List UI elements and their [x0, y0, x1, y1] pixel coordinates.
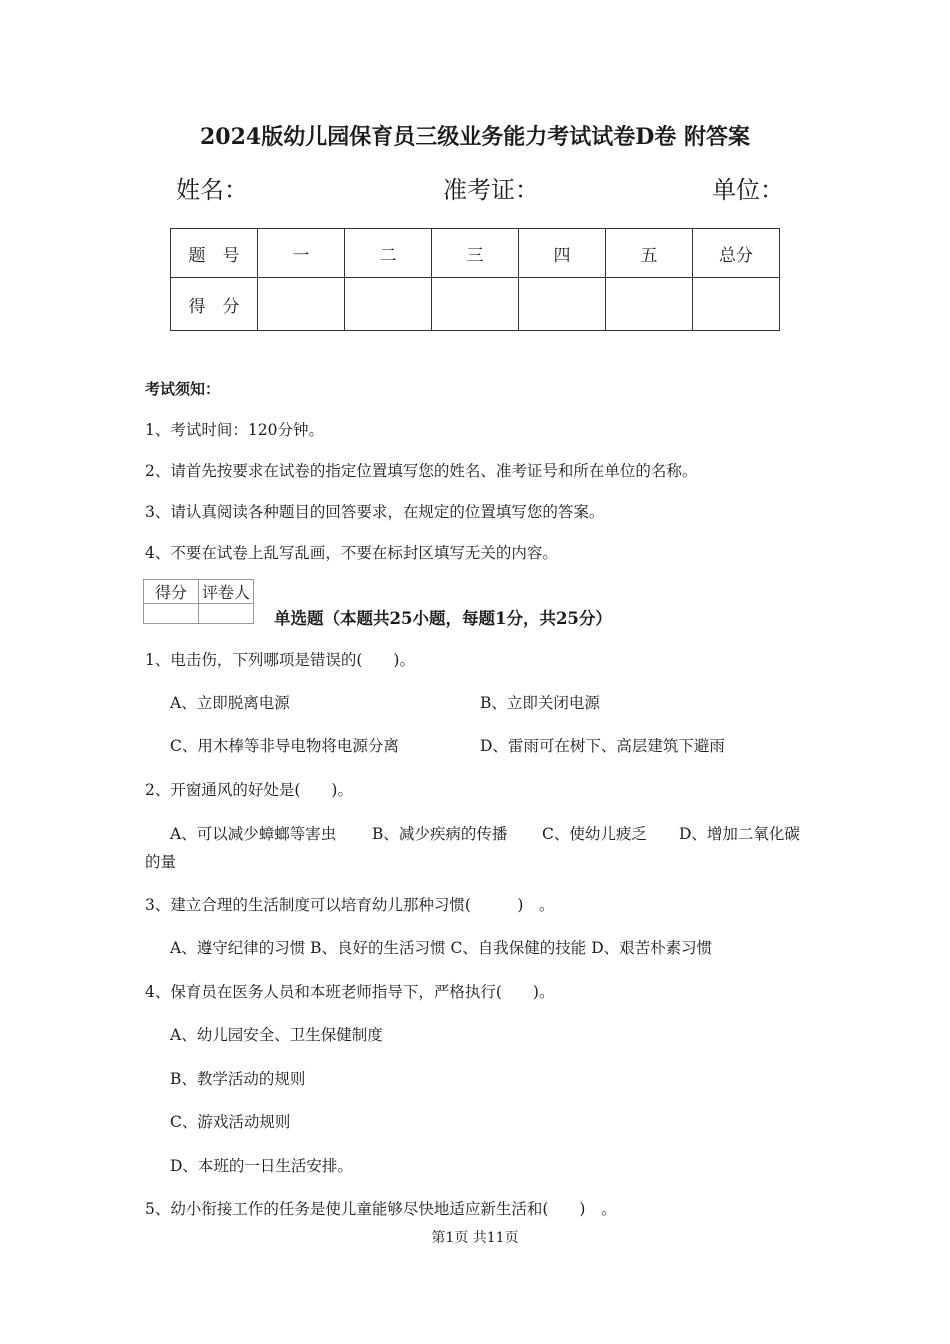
section-heading: 单选题（本题共25小题，每题1分，共25分）: [274, 609, 612, 628]
option: D、本班的一日生活安排。: [170, 1157, 353, 1175]
notice-item: 2、请首先按要求在试卷的指定位置填写您的姓名、准考证号和所在单位的名称。: [145, 462, 698, 480]
score-header-cell: 总分: [693, 229, 780, 278]
score-cell[interactable]: [258, 278, 345, 331]
option: B、减少疾病的传播: [372, 825, 508, 843]
grader-score-cell[interactable]: [144, 604, 199, 624]
score-cell[interactable]: [432, 278, 519, 331]
score-header-cell: 一: [258, 229, 345, 278]
grader-name-cell[interactable]: [199, 604, 254, 624]
score-cell[interactable]: [606, 278, 693, 331]
option: D、雷雨可在树下、高层建筑下避雨: [480, 737, 725, 755]
score-row-label: 得 分: [171, 278, 258, 331]
question-stem: 3、建立合理的生活制度可以培育幼儿那种习惯( ) 。: [145, 896, 555, 914]
option: C、用木棒等非导电物将电源分离: [170, 737, 399, 755]
option-continuation: 的量: [145, 853, 177, 871]
score-cell[interactable]: [345, 278, 432, 331]
option: B、立即关闭电源: [480, 694, 600, 712]
option: A、幼儿园安全、卫生保健制度: [170, 1026, 383, 1044]
question-stem: 5、幼小衔接工作的任务是使儿童能够尽快地适应新生活和( ) 。: [145, 1200, 617, 1218]
unit-field-label: 单位：: [712, 176, 784, 204]
score-cell[interactable]: [693, 278, 780, 331]
score-header-cell: 题 号: [171, 229, 258, 278]
question-stem: 2、开窗通风的好处是( )。: [145, 781, 353, 799]
option: D、增加二氧化碳: [679, 825, 800, 843]
grader-name-label: 评卷人: [199, 580, 254, 604]
name-field-label: 姓名：: [176, 176, 248, 204]
score-table: [170, 228, 780, 331]
page-footer: 第1页 共11页: [431, 1230, 519, 1246]
question-stem: 1、电击伤，下列哪项是错误的( )。: [145, 651, 415, 669]
option: A、立即脱离电源: [170, 694, 290, 712]
grader-box: [143, 579, 254, 624]
option: B、教学活动的规则: [170, 1070, 306, 1088]
score-header-cell: 五: [606, 229, 693, 278]
score-header-cell: 四: [519, 229, 606, 278]
notice-heading: 考试须知：: [145, 380, 221, 398]
score-table-score-row: [171, 278, 780, 331]
options-line: A、遵守纪律的习惯 B、良好的生活习惯 C、自我保健的技能 D、艰苦朴素习惯: [170, 939, 713, 957]
notice-item: 3、请认真阅读各种题目的回答要求，在规定的位置填写您的答案。: [145, 503, 605, 521]
option: C、使幼儿疲乏: [542, 825, 647, 843]
option: A、可以减少蟑螂等害虫: [170, 825, 337, 843]
score-cell[interactable]: [519, 278, 606, 331]
score-table-header-row: [171, 229, 780, 278]
notice-item: 4、不要在试卷上乱写乱画，不要在标封区填写无关的内容。: [145, 544, 558, 562]
grader-score-label: 得分: [144, 580, 199, 604]
notice-item: 1、考试时间：120分钟。: [145, 421, 324, 439]
question-stem: 4、保育员在医务人员和本班老师指导下，严格执行( )。: [145, 983, 555, 1001]
page-title: 2024版幼儿园保育员三级业务能力考试试卷D卷 附答案: [200, 124, 750, 150]
option: C、游戏活动规则: [170, 1113, 291, 1131]
score-header-cell: 二: [345, 229, 432, 278]
score-header-cell: 三: [432, 229, 519, 278]
exam-id-field-label: 准考证：: [443, 176, 539, 204]
